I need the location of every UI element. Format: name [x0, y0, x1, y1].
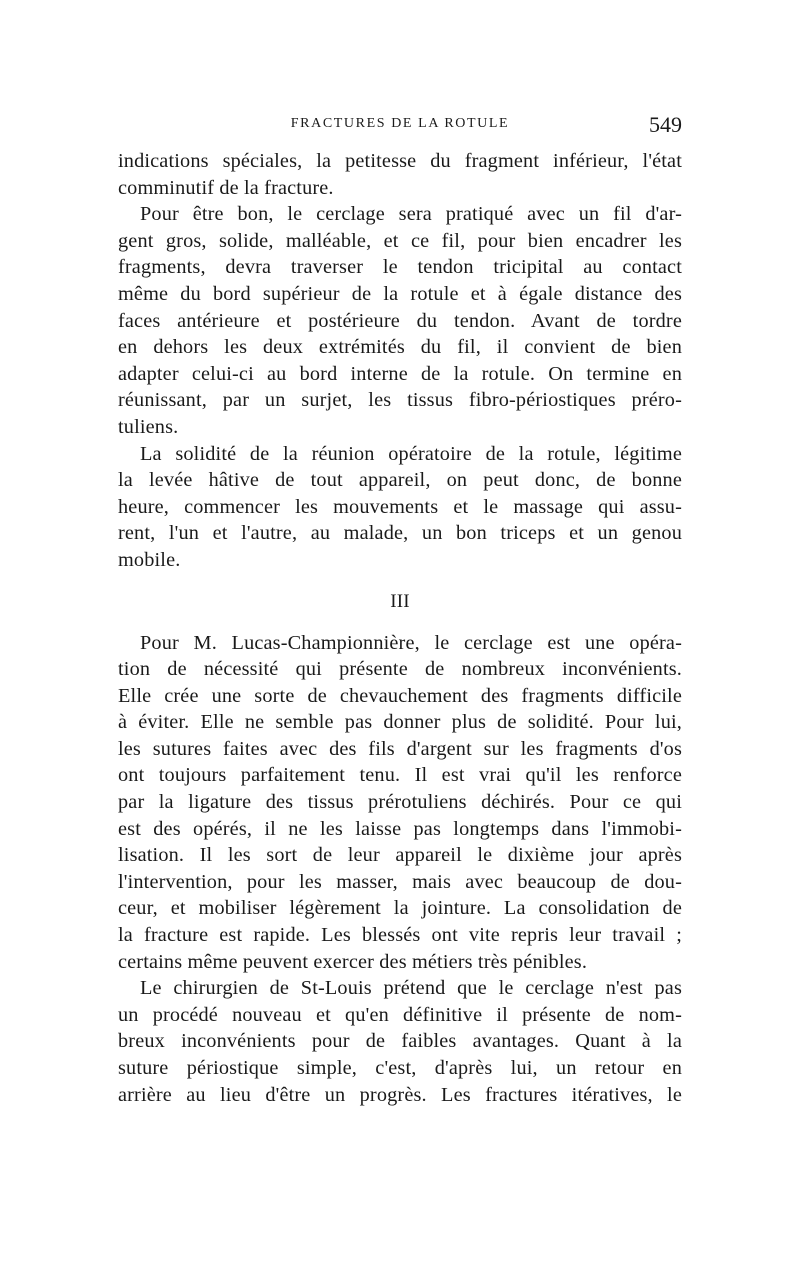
text-line: faces antérieure et postérieure du tendon. Avant de tordre — [118, 309, 682, 332]
text-line: rent, l'un et l'autre, au malade, un bon triceps et un genou — [118, 522, 682, 545]
text-line: même du bord supérieur de la rotule et à égale distance des — [118, 282, 682, 305]
text-line: Elle crée une sorte de chevauchement des fragments difficile — [118, 684, 682, 707]
running-head — [118, 112, 682, 148]
text-line: en dehors les deux extrémités du fil, il convient de bien — [118, 336, 682, 359]
text-line: arrière au lieu d'être un progrès. Les fractures itératives, le — [118, 1083, 682, 1106]
running-title: FRACTURES DE LA ROTULE — [290, 116, 510, 131]
text-line: tuliens. — [118, 415, 179, 438]
body-text — [118, 148, 682, 1108]
text-line: à éviter. Elle ne semble pas donner plus de solidité. Pour lui, — [118, 711, 682, 734]
text-line: fragments, devra traverser le tendon tricipital au contact — [118, 256, 682, 279]
text-line: breux inconvénients pour de faibles avantages. Quant à la — [118, 1030, 682, 1053]
text-line: mobile. — [118, 548, 181, 571]
text-line: la fracture est rapide. Les blessés ont vite repris leur travail ; — [118, 924, 682, 947]
text-line: les sutures faites avec des fils d'argent sur les fragments d'os — [118, 737, 682, 760]
text-line: certains même peuvent exercer des métiers très pénibles. — [118, 950, 588, 973]
text-line: Pour être bon, le cerclage sera pratiqué avec un fil d'ar- — [140, 203, 682, 226]
text-line: ceur, et mobiliser légèrement la jointure. La consolidation de — [118, 897, 682, 920]
text-line: indications spéciales, la petitesse du fragment inférieur, l'état — [118, 150, 682, 172]
text-line: gent gros, solide, malléable, et ce fil, pour bien encadrer les — [118, 229, 682, 252]
page-number: 549 — [649, 112, 682, 137]
book-page — [118, 112, 682, 1108]
text-line: est des opérés, il ne les laisse pas longtemps dans l'immobi- — [118, 817, 682, 840]
text-line: la levée hâtive de tout appareil, on peut donc, de bonne — [118, 469, 682, 492]
text-line: réunissant, par un surjet, les tissus fibro-périostiques préro- — [118, 389, 682, 412]
text-line: comminutif de la fracture. — [118, 176, 334, 199]
text-line: Pour M. Lucas-Championnière, le cerclage est une opéra- — [140, 631, 682, 654]
text-line: un procédé nouveau et qu'en définitive il présente de nom- — [118, 1003, 682, 1026]
text-line: Le chirurgien de St-Louis prétend que le cerclage n'est pas — [140, 977, 682, 1000]
text-line: heure, commencer les mouvements et le massage qui assu- — [118, 495, 682, 518]
text-line: La solidité de la réunion opératoire de la rotule, légitime — [140, 442, 682, 465]
text-line: ont toujours parfaitement tenu. Il est vrai qu'il les renforce — [118, 764, 682, 787]
text-line: lisation. Il les sort de leur appareil le dixième jour après — [118, 844, 682, 867]
text-line: par la ligature des tissus prérotuliens déchirés. Pour ce qui — [118, 791, 682, 814]
text-line: l'intervention, pour les masser, mais avec beaucoup de dou- — [118, 870, 682, 893]
section-heading: III — [390, 590, 410, 612]
text-line: tion de nécessité qui présente de nombreux inconvénients. — [118, 658, 682, 681]
text-line: suture périostique simple, c'est, d'après lui, un retour en — [118, 1057, 682, 1079]
text-line: adapter celui-ci au bord interne de la rotule. On termine en — [118, 362, 682, 385]
